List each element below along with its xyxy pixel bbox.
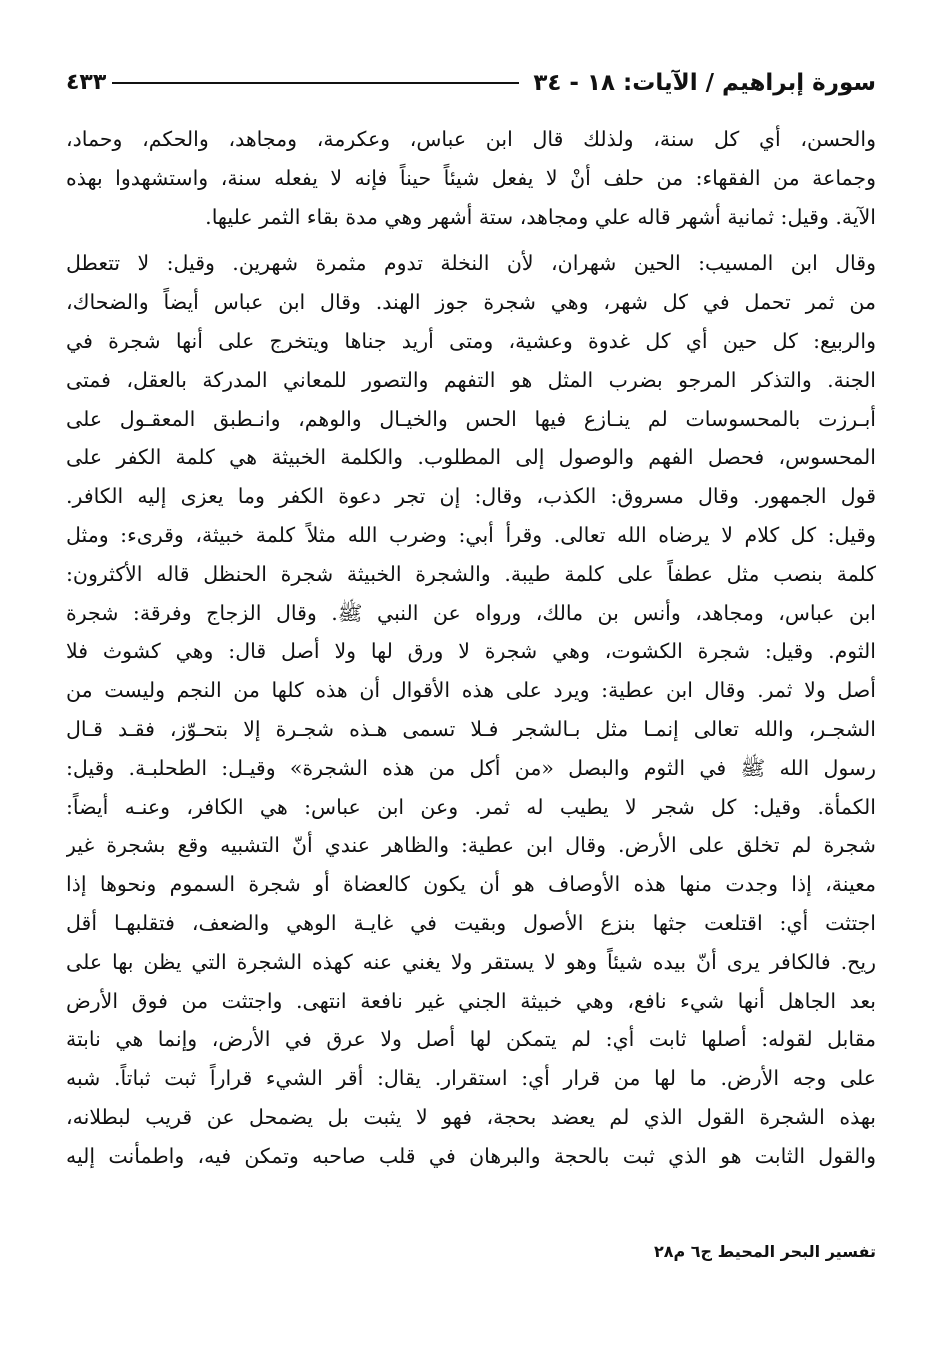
text-line: مقابل لقوله: أصلها ثابت أي: لم يتمكن لها أصل ولا عرق في الأرض، وإنما هي نابتة — [66, 1027, 876, 1052]
text-line: بعد الجاهل أنها شيء نافع، وهي خبيثة الجني غير نافعة انتهى. واجتثت من فوق الأرض — [66, 988, 876, 1013]
text-line: ريح. فالكافر يرى أنّ بيده شيئاً وهو لا يستقر ولا يغني عنه كهذه الشجرة التي يظن بها على — [66, 949, 876, 974]
text-line: رسول الله ﷺ في الثوم والبصل «من أكل من هذه الشجرة» وقيـل: الطحلبـة. وقيل: — [66, 755, 876, 780]
text-line: أصل ولا ثمر. وقال ابن عطية: ويرد على هذه الأقوال أن هذه كلها من النجم وليست من — [66, 678, 876, 703]
running-header — [66, 58, 876, 98]
text-line: قول الجمهور. وقال مسروق: الكذب، وقال: إن تجر دعوة الكفر وما يعزى إليه الكافر. — [66, 484, 876, 509]
text-line: الكمأة. وقيل: كل شجر لا يطيب له ثمر. وعن ابن عباس: هي الكافر، وعنـه أيضاً: — [66, 794, 876, 819]
text-line: الجنة. والتذكر المرجو بضرب المثل هو التفهم والتصور للمعاني المدركة بالعقل، فمتى — [66, 367, 876, 392]
text-line: من ثمر تحمل في كل شهر، وهي شجرة جوز الهند. وقال ابن عباس أيضاً والضحاك، — [66, 290, 876, 315]
text-line: بهذه الشجرة القول الذي لم يعضد بحجة، فهو لا يثبت بل يضمحل عن قريب لبطلانه، — [66, 1104, 876, 1129]
text-line: الشجـر، والله تعالى إنمـا مثل بـالشجر فـلا تسمى هـذه شجـرة إلا بتحـوّز، فقـد قـال — [66, 716, 876, 741]
text-line: وجماعة من الفقهاء: من حلف أنْ لا يفعل شيئاً حيناً فإنه لا يفعله سنة، واستشهدوا بهذه — [66, 165, 876, 190]
text-line: والقول الثابت هو الذي ثبت بالحجة والبرهان في قلب صاحبه وتمكن فيه، واطمأنت إليه — [66, 1143, 876, 1168]
text-line: المحسوس، فحصل الفهم والوصول إلى المطلوب. والكلمة الخبيثة هي كلمة الكفر على — [66, 445, 876, 470]
text-line: شجرة لم تخلق على الأرض. وقال ابن عطية: والظاهر عندي أنّ التشبيه وقع بشجرة غير — [66, 833, 876, 858]
text-line: كلمة بنصب مثل عطفاً على كلمة طيبة. والشجرة الخبيثة شجرة الحنظل قاله الأكثرون: — [66, 561, 876, 586]
footer-signature: تفسير البحر المحيط ج٦ م٢٨ — [653, 1242, 876, 1261]
surah-title: سورة إبراهيم / الآيات: ١٨ - ٣٤ — [533, 70, 876, 96]
text-line: اجتثت أي: اقتلعت جثها بنزع الأصول وبقيت في غايـة الوهي والضعف، فتقلبهـا أقل — [66, 910, 876, 935]
text-line: وقال ابن المسيب: الحين شهران، لأن النخلة تدوم مثمرة شهرين. وقيل: لا تتعطل — [66, 251, 876, 276]
paragraph-gap — [66, 236, 876, 244]
body-text — [66, 120, 876, 1176]
paragraph-2 — [66, 244, 876, 1175]
text-line: والربيع: كل حين أي كل غدوة وعشية، ومتى أريد جناها ويتخرج على أنها شجرة في — [66, 328, 876, 353]
header-rule — [112, 82, 519, 84]
text-line: والحسن، أي كل سنة، ولذلك قال ابن عباس، وعكرمة، ومجاهد، والحكم، وحماد، — [66, 127, 876, 151]
text-line: أبـرزت بالمحسوسات لم ينـازع فيها الحس والخيـال والوهم، وانـطبق المعقـول على — [66, 406, 876, 431]
page-number: ٤٣٣ — [66, 70, 107, 95]
text-line: الآية. وقيل: ثمانية أشهر قاله علي ومجاهد، ستة أشهر وهي مدة بقاء الثمر عليها. — [205, 204, 876, 229]
text-line: الثوم. وقيل: شجرة الكشوت، وهي شجرة لا ورق لها ولا أصل قال: وهي كشوث فلا — [66, 639, 876, 664]
paragraph-1 — [66, 120, 876, 236]
text-line: معينة، إذا وجدت منها هذه الأوصاف هو أن يكون كالعضاة أو شجرة السموم ونحوها إذا — [66, 872, 876, 897]
text-line: على وجه الأرض. ما لها من قرار أي: استقرار. يقال: أقر الشيء قراراً ثبت ثباتاً. شبه — [66, 1066, 876, 1091]
text-line: ابن عباس، ومجاهد، وأنس بن مالك، ورواه عن النبي ﷺ. وقال الزجاج وفرقة: شجرة — [66, 600, 876, 625]
text-line: وقيل: كل كلام لا يرضاه الله تعالى. وقرأ أبي: وضرب الله مثلاً كلمة خبيثة، وقرىء: ومثل — [66, 522, 876, 547]
